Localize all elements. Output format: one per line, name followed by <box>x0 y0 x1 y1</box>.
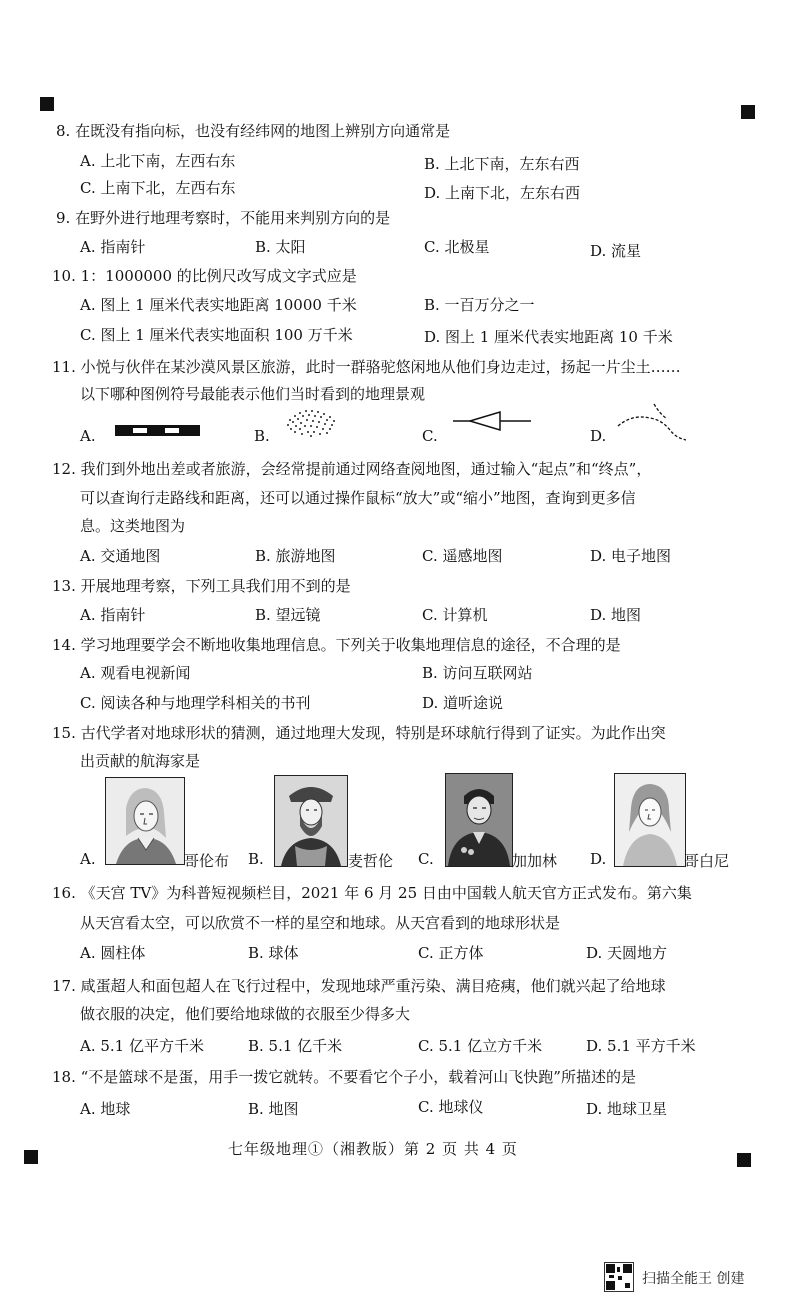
gagarin-portrait <box>445 773 513 867</box>
question-16-stem-line-2: 从天宫看太空，可以欣赏不一样的星空和地球。从天宫看到的地球形状是 <box>80 914 561 932</box>
question-9-option-b: B. 太阳 <box>255 238 306 256</box>
question-16-option-d: D. 天圆地方 <box>586 944 668 962</box>
railway-legend-symbol <box>114 422 202 440</box>
magellan-name: 麦哲伦 <box>348 852 394 870</box>
question-8-option-c: C. 上南下北，左西右东 <box>80 179 236 197</box>
question-8-option-b: B. 上北下南，左东右西 <box>424 155 580 173</box>
question-15-option-a: A. <box>80 850 96 868</box>
question-11-option-d: D. <box>590 427 607 445</box>
question-11-stem-line-2: 以下哪种图例符号最能表示他们当时看到的地理景观 <box>80 385 426 403</box>
question-18-option-d: D. 地球卫星 <box>586 1100 668 1118</box>
magellan-portrait <box>274 775 348 867</box>
question-14-stem: 14. 学习地理要学会不断地收集地理信息。下列关于收集地理信息的途径，不合理的是 <box>52 636 621 654</box>
question-14-option-d: D. 道听途说 <box>422 694 504 712</box>
question-11-option-a: A. <box>80 427 96 445</box>
copernicus-portrait <box>614 773 686 867</box>
question-13-option-d: D. 地图 <box>590 606 642 624</box>
question-17-stem-line-1: 17. 咸蛋超人和面包超人在飞行过程中，发现地球严重污染、满目疮痍，他们就兴起了给地球 <box>52 977 666 995</box>
question-13-option-b: B. 望远镜 <box>255 606 321 624</box>
question-12-option-c: C. 遥感地图 <box>422 547 503 565</box>
question-17-option-b: B. 5.1 亿千米 <box>248 1037 343 1055</box>
question-18-option-a: A. 地球 <box>80 1100 131 1118</box>
question-15-option-d: D. <box>590 850 607 868</box>
question-12-option-a: A. 交通地图 <box>80 547 161 565</box>
question-12-option-b: B. 旅游地图 <box>255 547 336 565</box>
question-16-option-b: B. 球体 <box>248 944 299 962</box>
question-10-stem: 10. 1：1000000 的比例尺改写成文字式应是 <box>52 267 357 285</box>
question-11-option-b: B. <box>254 427 270 445</box>
question-8-option-d: D. 上南下北，左东右西 <box>424 184 581 202</box>
registration-mark-top-right <box>741 105 755 119</box>
gagarin-name: 加加林 <box>512 852 558 870</box>
question-8-stem: 8. 在既没有指向标，也没有经纬网的地图上辨别方向通常是 <box>56 122 451 140</box>
question-10-option-d: D. 图上 1 厘米代表实地距离 10 千米 <box>424 328 673 346</box>
question-10-option-a: A. 图上 1 厘米代表实地距离 10000 千米 <box>80 296 357 314</box>
question-18-stem: 18. “不是篮球不是蛋，用手一拨它就转。不要看它个子小，载着河山飞快跑”所描述的是 <box>52 1068 636 1086</box>
question-15-stem-line-1: 15. 古代学者对地球形状的猜测，通过地理大发现，特别是环球航行得到了证实。为此作出突 <box>52 724 666 742</box>
question-11-option-c: C. <box>422 427 438 445</box>
question-15-option-b: B. <box>248 850 264 868</box>
question-9-option-d: D. 流星 <box>590 242 642 260</box>
question-14-option-b: B. 访问互联网站 <box>422 664 533 682</box>
question-12-option-d: D. 电子地图 <box>590 547 672 565</box>
scanner-watermark: 扫描全能王 创建 <box>642 1271 745 1287</box>
page-footer: 七年级地理①（湘教版）第 2 页 共 4 页 <box>228 1140 518 1158</box>
question-18-option-c: C. 地球仪 <box>418 1098 484 1116</box>
question-10-option-c: C. 图上 1 厘米代表实地面积 100 万千米 <box>80 326 353 344</box>
question-15-option-c: C. <box>418 850 434 868</box>
question-12-stem-line-3: 息。这类地图为 <box>80 517 186 535</box>
question-12-stem-line-1: 12. 我们到外地出差或者旅游，会经常提前通过网络查阅地图，通过输入“起点”和“终点”， <box>52 460 652 478</box>
columbus-portrait <box>105 777 185 865</box>
question-10-option-b: B. 一百万分之一 <box>424 296 535 314</box>
question-12-stem-line-2: 可以查询行走路线和距离，还可以通过操作鼠标“放大”或“缩小”地图，查询到更多信 <box>80 489 636 507</box>
registration-mark-bottom-left <box>24 1150 38 1164</box>
qr-code-icon <box>604 1262 634 1292</box>
question-13-option-a: A. 指南针 <box>80 606 146 624</box>
question-9-stem: 9. 在野外进行地理考察时，不能用来判别方向的是 <box>56 209 391 227</box>
registration-mark-bottom-right <box>737 1153 751 1167</box>
question-17-stem-line-2: 做衣服的决定，他们要给地球做的衣服至少得多大 <box>80 1005 411 1023</box>
question-11-stem-line-1: 11. 小悦与伙伴在某沙漠风景区旅游，此时一群骆驼悠闲地从他们身边走过，扬起一片尘土…… <box>52 358 681 376</box>
oasis-legend-symbol <box>614 400 690 442</box>
question-16-stem-line-1: 16. 《天宫 TV》为科普短视频栏目，2021 年 6 月 25 日由中国载人航天官方正式发布。第六集 <box>52 884 692 902</box>
question-13-option-c: C. 计算机 <box>422 606 488 624</box>
question-16-option-c: C. 正方体 <box>418 944 484 962</box>
copernicus-name: 哥白尼 <box>684 852 730 870</box>
question-17-option-a: A. 5.1 亿平方千米 <box>80 1037 204 1055</box>
question-14-option-a: A. 观看电视新闻 <box>80 664 191 682</box>
question-18-option-b: B. 地图 <box>248 1100 299 1118</box>
question-17-option-d: D. 5.1 平方千米 <box>586 1037 696 1055</box>
registration-mark-top-left <box>40 97 54 111</box>
columbus-name: 哥伦布 <box>184 852 230 870</box>
question-9-option-a: A. 指南针 <box>80 238 146 256</box>
question-15-stem-line-2: 出贡献的航海家是 <box>80 752 201 770</box>
mountain-pass-legend-symbol <box>452 410 532 432</box>
question-17-option-c: C. 5.1 亿立方千米 <box>418 1037 543 1055</box>
desert-sand-legend-symbol <box>280 406 342 440</box>
question-14-option-c: C. 阅读各种与地理学科相关的书刊 <box>80 694 311 712</box>
question-8-option-a: A. 上北下南，左西右东 <box>80 152 236 170</box>
question-16-option-a: A. 圆柱体 <box>80 944 146 962</box>
question-13-stem: 13. 开展地理考察，下列工具我们用不到的是 <box>52 577 351 595</box>
question-9-option-c: C. 北极星 <box>424 238 490 256</box>
